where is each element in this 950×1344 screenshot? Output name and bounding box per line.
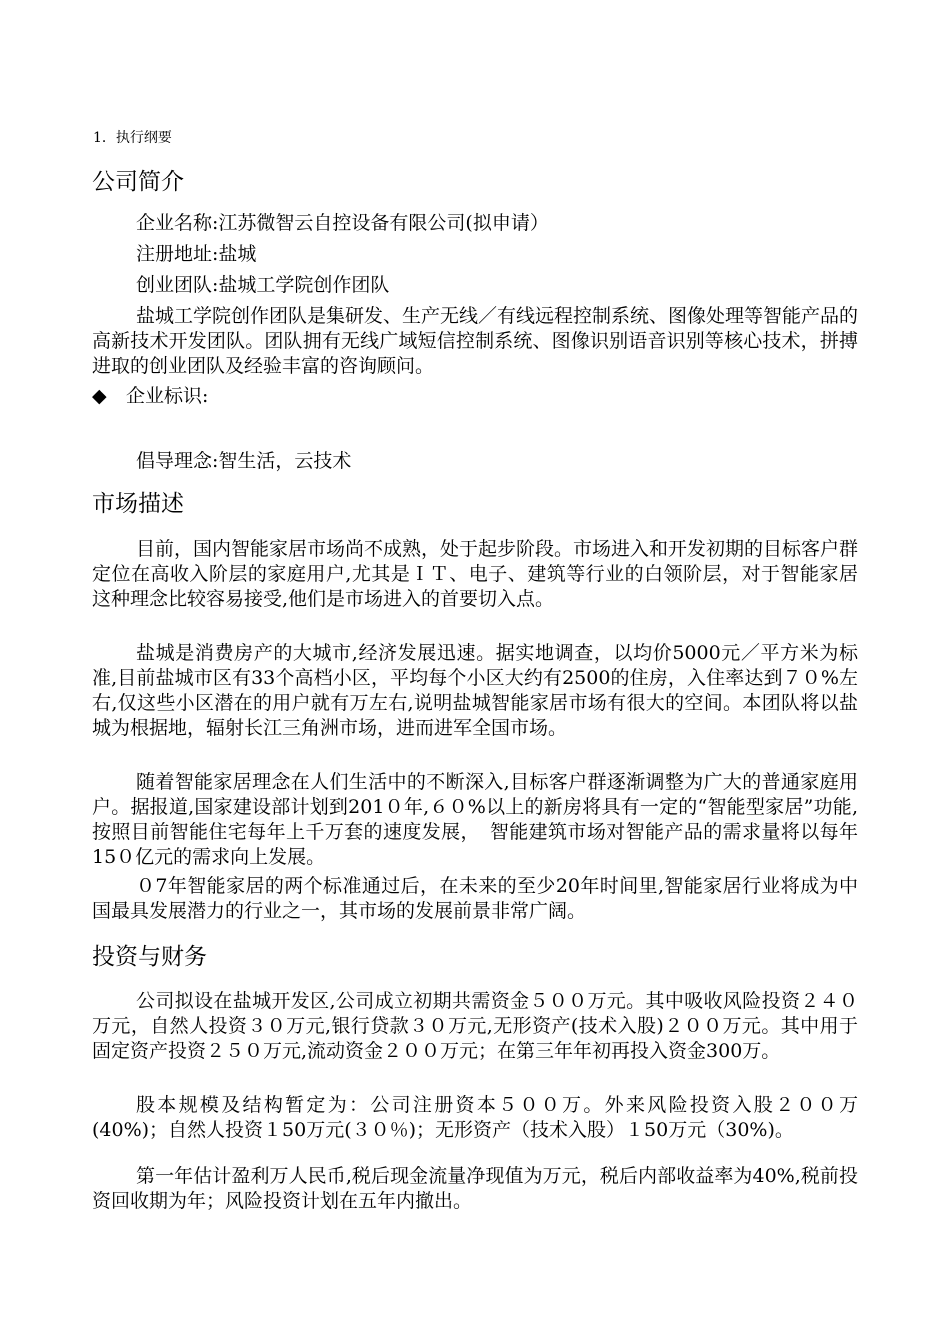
company-address-line: 注册地址:盐城 (136, 243, 257, 265)
slogan-line: 倡导理念:智生活，云技术 (136, 450, 352, 472)
market-paragraph-2: 盐城是消费房产的大城市,经济发展迅速。据实地调查，以均价5000元／平方米为标准,目前盐城市区有33个高档小区，平均每个小区大约有2500的住房，入住率达到７０%左右,仅这些小区潜在的用户就有万左右,说明盐城智能家居市场有很大的空间。本团队将以盐城为根据地，辐射长江三角洲市场，进而进军全国市场。 (92, 642, 858, 739)
market-paragraph-4: ０7年智能家居的两个标准通过后，在未来的至少20年时间里,智能家居行业将成为中国最具发展潜力的行业之一，其市场的发展前景非常广阔。 (92, 875, 858, 922)
company-name-line: 企业名称:江苏微智云自控设备有限公司(拟申请） (136, 212, 549, 234)
team-description: 盐城工学院创作团队是集研发、生产无线／有线远程控制系统、图像处理等智能产品的高新技术开发团队。团队拥有无线广域短信控制系统、图像识别语音识别等核心技术，拼搏进取的创业团队及经验丰富的咨询顾问。 (92, 305, 859, 377)
finance-paragraph-1: 公司拟设在盐城开发区,公司成立初期共需资金５００万元。其中吸收风险投资２４０万元，自然人投资３０万元,银行贷款３０万元,无形资产(技术入股)２００万元。其中用于固定资产投资２５０万元,流动资金２００万元；在第三年年初再投入资金300万。 (92, 990, 858, 1062)
diamond-bullet-icon: ◆ (92, 385, 107, 407)
heading-company: 公司简介 (92, 169, 184, 195)
section-number: 1．执行纲要 (93, 130, 172, 146)
market-paragraph-1: 目前，国内智能家居市场尚不成熟，处于起步阶段。市场进入和开发初期的目标客户群定位在高收入阶层的家庭用户,尤其是ＩＴ、电子、建筑等行业的白领阶层，对于智能家居这种理念比较容易接受,他们是市场进入的首要切入点。 (92, 538, 859, 610)
logo-label: 企业标识: (126, 385, 209, 407)
company-team-line: 创业团队:盐城工学院创作团队 (136, 274, 390, 296)
logo-bullet-line (92, 384, 208, 409)
heading-market: 市场描述 (92, 491, 184, 517)
market-paragraph-3: 随着智能家居理念在人们生活中的不断深入,目标客户群逐渐调整为广大的普通家庭用户。据报道,国家建设部计划到201０年,６０%以上的新房将具有一定的“智能型家居”功能,按照目前智能住宅每年上千万套的速度发展， 智能建筑市场对智能产品的需求量将以每年15０亿元的需求向上发展。 (92, 771, 858, 868)
heading-finance: 投资与财务 (92, 944, 207, 970)
finance-paragraph-2: 股本规模及结构暂定为：公司注册资本５００万。外来风险投资入股２００万(40%)；自然人投资１50万元(３０％)；无形资产（技术入股）１50万元（30%)。 (92, 1094, 858, 1141)
finance-paragraph-3: 第一年估计盈利万人民币,税后现金流量净现值为万元，税后内部收益率为40%,税前投资回收期为年；风险投资计划在五年内撤出。 (92, 1165, 858, 1212)
